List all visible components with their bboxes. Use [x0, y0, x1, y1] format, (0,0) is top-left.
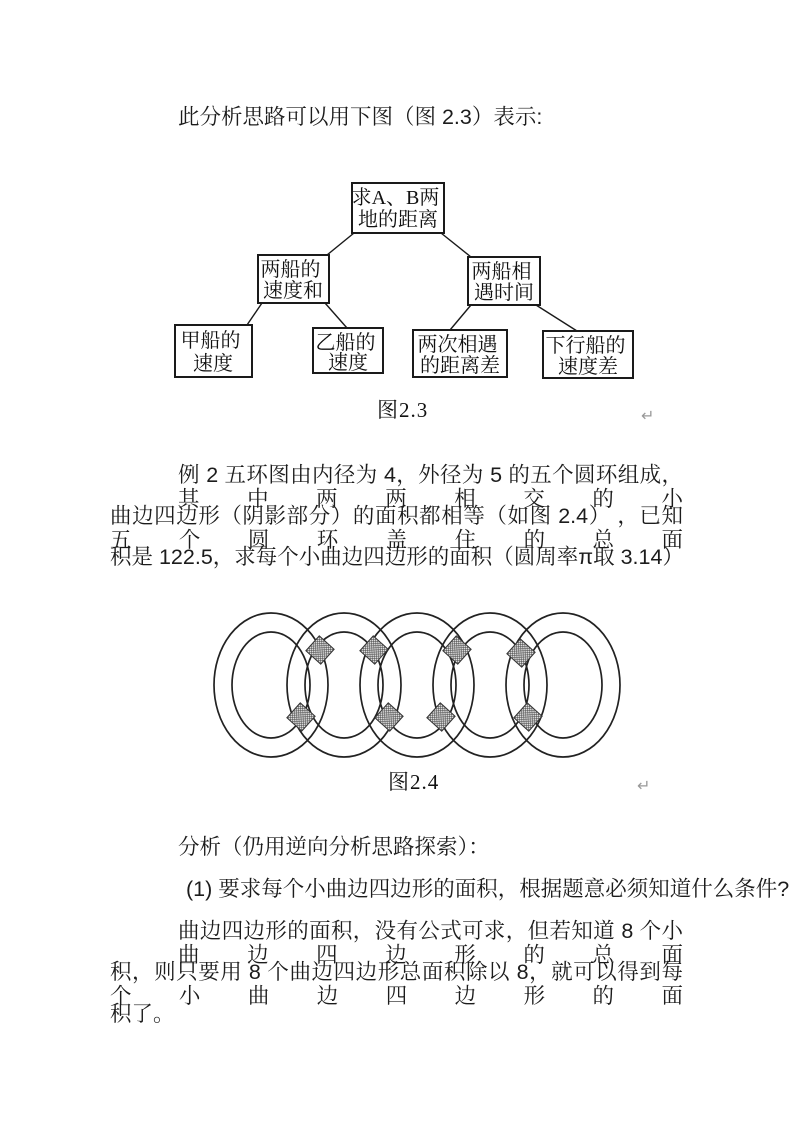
paragraph-return-icon: ↵	[637, 776, 651, 795]
tree-label-boat-a: 甲船的 速度	[180, 330, 241, 375]
example-line-1: 例 2 五环图由内径为 4，外径为 5 的五个圆环组成，其中两两相交的小	[178, 463, 683, 511]
ring-5-outer	[506, 613, 620, 757]
edge-speedsum-boata	[247, 303, 262, 325]
edge-root-speedsum	[327, 233, 354, 255]
example-line-3: 积是 122.5，求每个小曲边四边形的面积（圆周率π取 3.14）	[110, 545, 684, 569]
analysis-para-line-1: 曲边四边形的面积，没有公式可求，但若知道 8 个小曲边四边形的总面	[178, 919, 683, 967]
shaded-region-2	[287, 703, 315, 731]
ring-4-outer	[433, 613, 547, 757]
analysis-para-line-2: 积，则只要用 8 个曲边四边形总面积除以 8，就可以得到每个小曲边四边形的面	[110, 960, 683, 1008]
tree-label-root: 求A、B两 地的距离	[351, 187, 440, 231]
shaded-region-8	[514, 703, 542, 731]
intro-text: 此分析思路可以用下图（图 2.3）表示:	[178, 105, 543, 129]
figure-2-3-tree-diagram	[165, 178, 645, 430]
analysis-para-line-3: 积了。	[110, 1002, 175, 1026]
edge-speedsum-boatb	[325, 303, 347, 328]
ring-2-outer	[287, 613, 401, 757]
figure-2-3-caption: 图2.3	[377, 398, 429, 422]
tree-label-downstream: 下行船的 速度差	[545, 335, 626, 378]
ring-3-outer	[360, 613, 474, 757]
tree-label-meet-time: 两船相 遇时间	[471, 261, 534, 304]
edge-meettime-downstream	[536, 305, 577, 331]
edge-root-meettime	[441, 233, 471, 257]
edge-meettime-distdiff	[450, 305, 471, 330]
figure-2-4-caption: 图2.4	[388, 770, 440, 794]
figure-2-4-rings-diagram	[205, 603, 645, 768]
tree-label-speed-sum: 两船的 速度和	[260, 259, 323, 302]
tree-label-distance-diff: 两次相遇 的距离差	[417, 334, 500, 377]
tree-label-boat-b: 乙船的 速度	[315, 332, 376, 374]
paragraph-return-icon: ↵	[641, 406, 655, 425]
analysis-heading-line: 分析（仍用逆向分析思路探索）：	[178, 835, 490, 859]
example-line-2: 曲边四边形（阴影部分）的面积都相等（如图 2.4） ，已知五个圆环盖住的总面	[110, 504, 683, 552]
shaded-region-6	[427, 703, 455, 731]
shaded-region-5	[443, 636, 471, 664]
ring-1-outer	[214, 613, 328, 757]
analysis-question-line: (1) 要求每个小曲边四边形的面积，根据题意必须知道什么条件?	[186, 877, 790, 901]
shaded-region-7	[507, 639, 535, 667]
